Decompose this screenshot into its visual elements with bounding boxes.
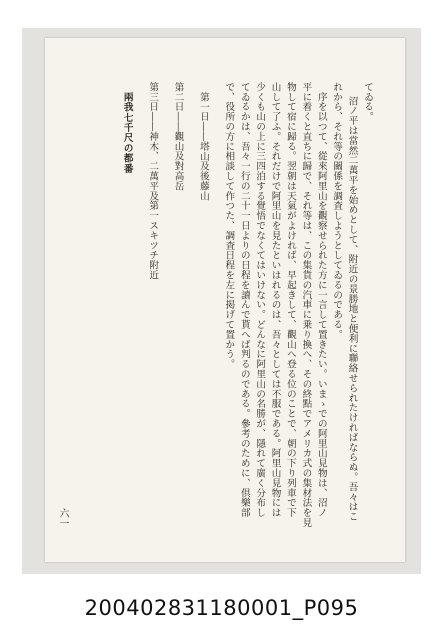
text-line: 山して了ふ。それだけで阿里山を見たといはれるのは、吾々としては不服である。阿里山見物には xyxy=(269,82,281,518)
text-line: てゐるかは、吾々一行の二十一日よりの日程を讀んで貰へば判るのである。參考のために、倶樂部 xyxy=(238,82,250,518)
book-page xyxy=(45,38,405,562)
section-heading: 兩我七千尺の都番 xyxy=(121,92,133,174)
text-line: 沼ノ平は當然二萬平を始めとして、附近の景勝地と便利に聯絡せられたければならぬ。吾々はこ xyxy=(346,86,358,522)
text-line: で、役所の方に相談して作つた、調査日程を左に掲げて置かう。 xyxy=(223,82,235,370)
schedule-item: 第一日――塔山及後藤山 xyxy=(197,92,209,201)
text-line: 少くも山の上に三四泊する覺悟でなくてはいけない。どんなに阿里山の名勝が、隱れて廣く分布し xyxy=(254,82,266,518)
text-line: れから、それ等の關係を調査しようとしてゐるのである。 xyxy=(331,82,343,340)
page-number: 六一 xyxy=(57,508,68,528)
body-text xyxy=(119,82,375,528)
text-line: 平に着くと直ちに歸で、それ等は、この集貨の汽車に乗り換へ、その終點でアメリカ式の集材法を見 xyxy=(300,82,312,528)
text-line: てゐる。 xyxy=(362,82,373,122)
image-id-caption: 200402831180001_P095 xyxy=(84,596,359,620)
text-line: 序を以つて、從來阿里山を觀察せられた方に一言して置きたい。いまゝでの阿里山見物は、沼ノ xyxy=(315,82,327,518)
schedule-item: 第三日――神木、二萬平及第一スキツチ附近 xyxy=(147,82,159,280)
schedule-item: 第二日――觀山及對高岳 xyxy=(172,82,184,191)
text-line: 物して宿に歸る。翌朝は天氣がよければ、早起きして、觀山へ登る位のことで、朝の下り列車で下 xyxy=(284,82,296,518)
